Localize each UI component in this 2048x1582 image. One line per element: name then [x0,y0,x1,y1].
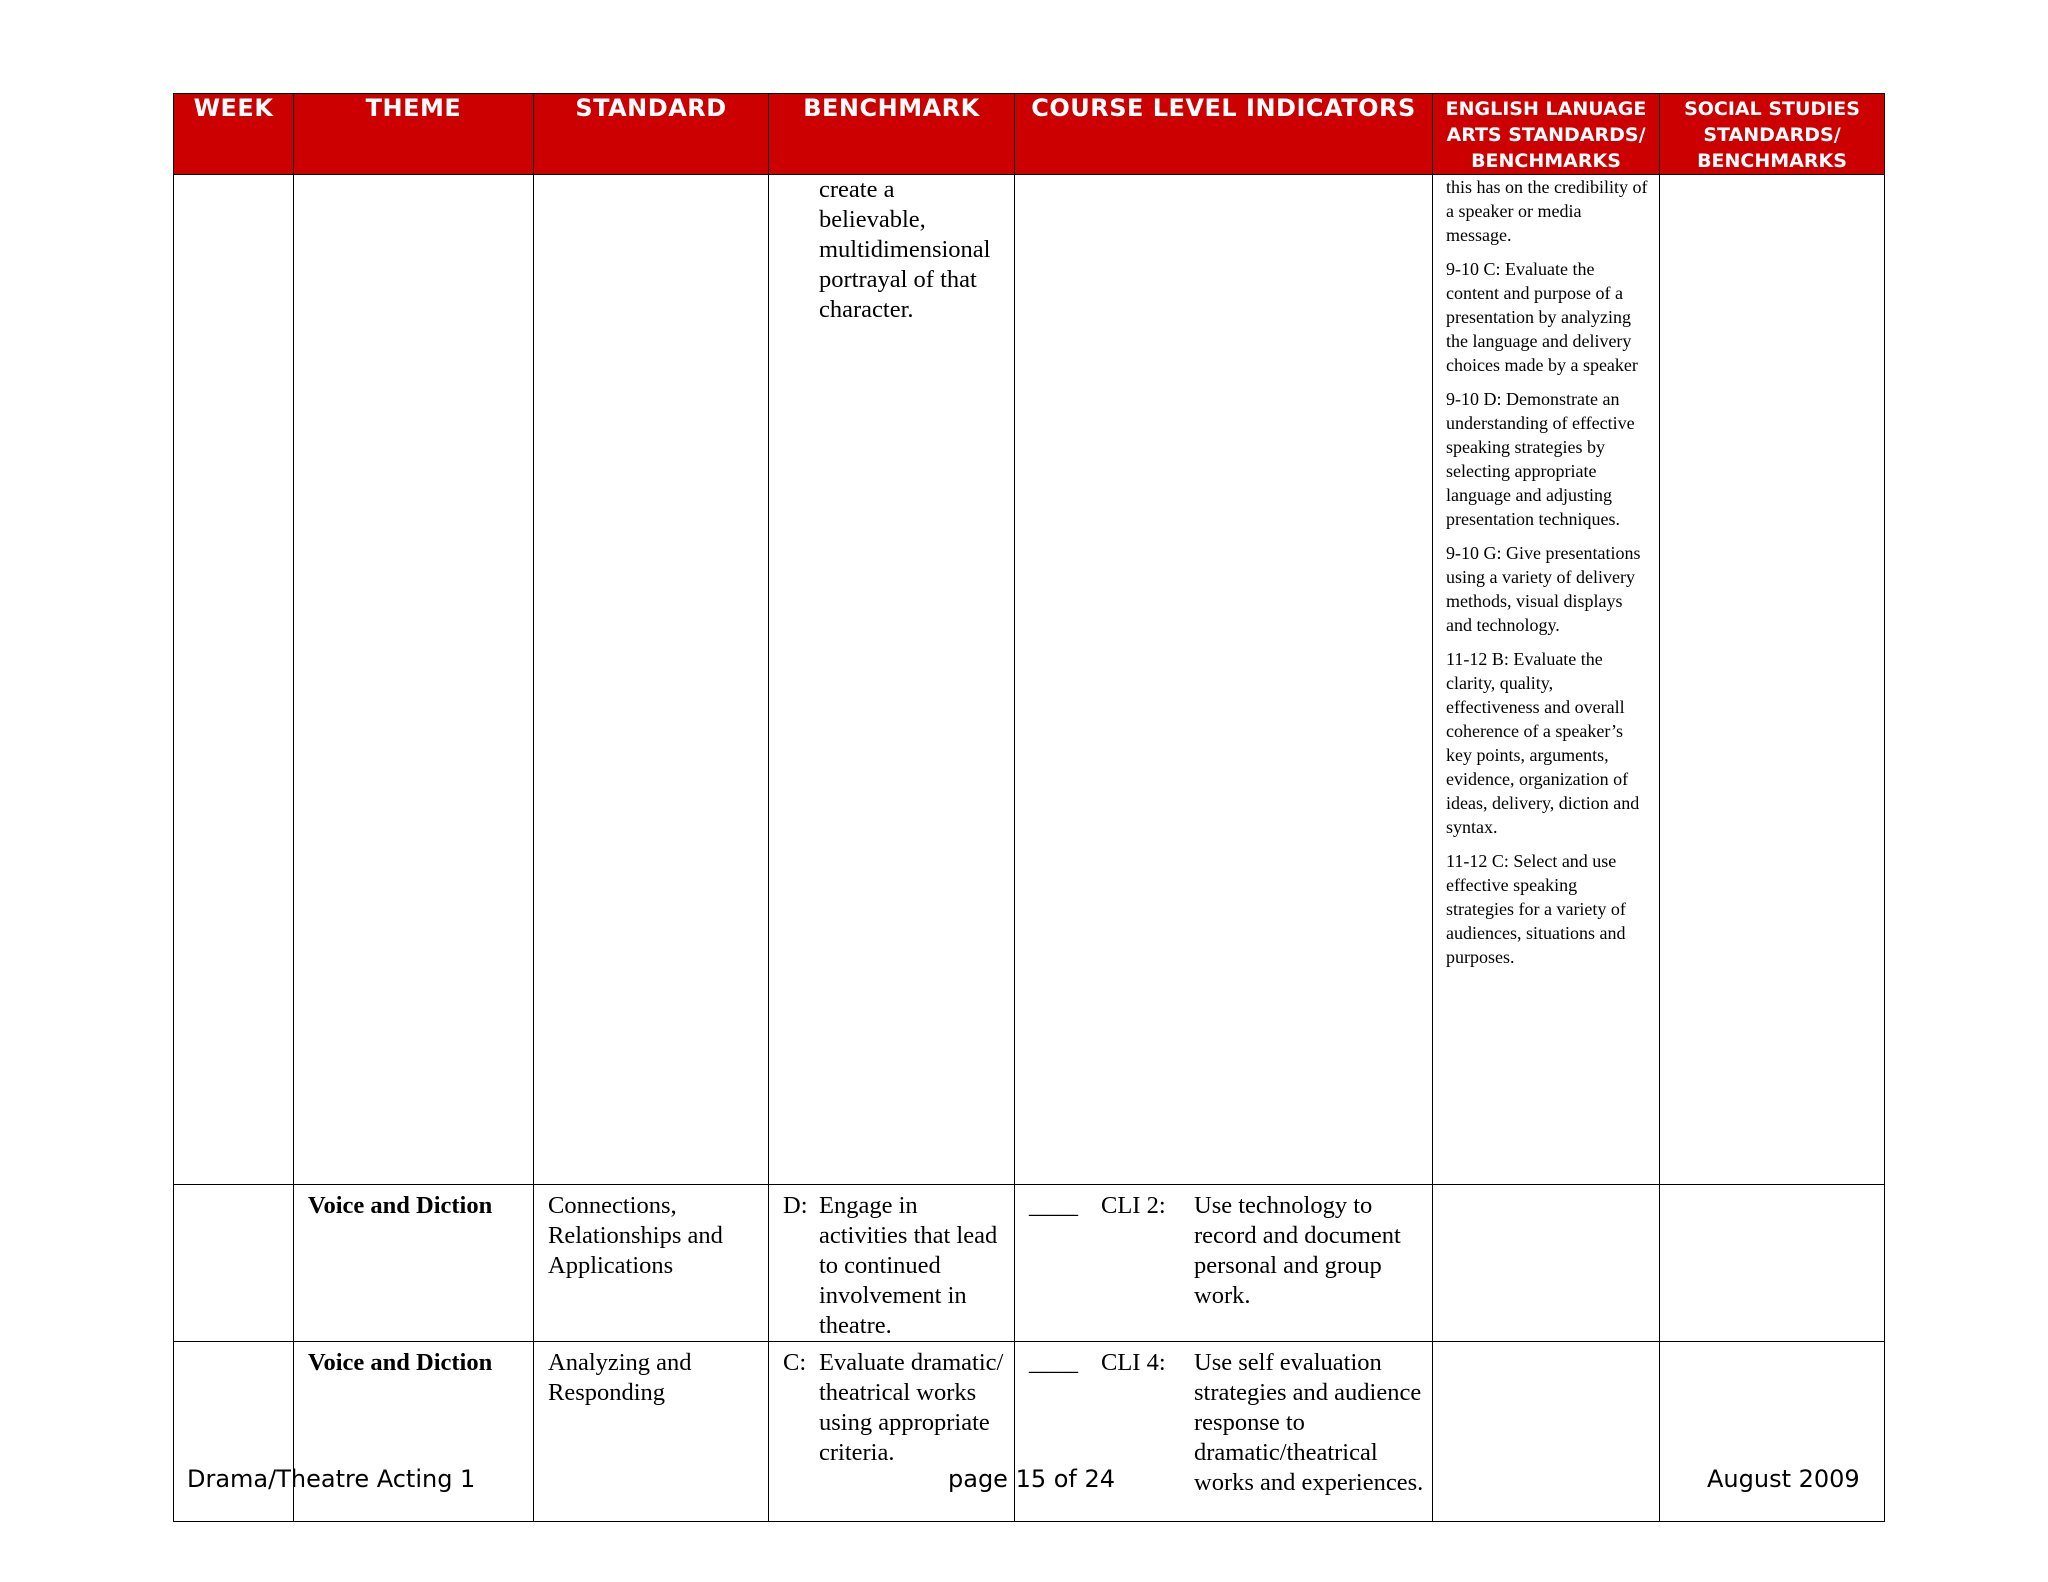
ela-item: 9-10 D: Demonstrate an understanding of effective speaking strategies by selecting appropriate language and adjusting presentation techniques. [1446,389,1635,529]
cli-cell [1015,175,1433,1185]
curriculum-table [173,93,1885,1522]
social-studies-cell [1660,1185,1885,1342]
standard-text: Analyzing and Responding [548,1349,692,1406]
ela-cell [1433,1185,1660,1342]
cli-code: CLI 2: [1101,1192,1166,1219]
ela-item: 9-10 G: Give presentations using a variety of delivery methods, visual displays and technology. [1446,543,1641,635]
header-row [174,94,1885,175]
header-ela-standards: ENGLISH LANUAGE ARTS STANDARDS/ BENCHMARKS [1433,94,1660,175]
theme-text: Voice and Diction [308,1349,493,1376]
benchmark-continued-text: create a believable, multidimensional portrayal of that character. [819,176,991,323]
week-cell [174,1185,294,1342]
ela-item: 9-10 C: Evaluate the content and purpose of a presentation by analyzing the language and delivery choices made by a speaker [1446,259,1638,375]
theme-cell [294,1342,534,1522]
table-row [174,1185,1885,1342]
header-benchmark: BENCHMARK [769,94,1015,175]
social-studies-cell [1660,1342,1885,1522]
cli-cell [1015,1342,1433,1522]
standard-cell [534,1342,769,1522]
footer-course-title: Drama/Theatre Acting 1 [187,1465,476,1493]
benchmark-cell [769,175,1015,1185]
header-theme: THEME [294,94,534,175]
header-week: WEEK [174,94,294,175]
benchmark-cell [769,1185,1015,1342]
ela-cell [1433,1342,1660,1522]
cli-checkbox-blank: ____ [1029,1349,1078,1376]
ela-cell [1433,175,1660,1185]
ela-item: 11-12 C: Select and use effective speaking strategies for a variety of audiences, situations and purposes. [1446,851,1626,967]
header-social-studies-standards: SOCIAL STUDIES STANDARDS/ BENCHMARKS [1660,94,1885,175]
ela-item: 11-12 B: Evaluate the clarity, quality, effectiveness and overall coherence of a speaker’s key points, arguments, evidence, organization of ideas, delivery, diction and syntax. [1446,649,1640,837]
benchmark-text: Engage in activities that lead to continued involvement in theatre. [819,1192,998,1339]
benchmark-letter: D: [783,1192,808,1219]
header-course-level-indicators: COURSE LEVEL INDICATORS [1015,94,1433,175]
benchmark-cell [769,1342,1015,1522]
footer-page-number: page 15 of 24 [948,1465,1116,1493]
benchmark-letter: C: [783,1349,807,1376]
theme-text: Voice and Diction [308,1192,493,1219]
standard-text: Connections, Relationships and Applications [548,1192,723,1279]
week-cell [174,175,294,1185]
theme-cell [294,175,534,1185]
footer-date: August 2009 [1707,1465,1860,1493]
ela-item: this has on the credibility of a speaker or media message. [1446,177,1648,245]
standard-cell [534,175,769,1185]
cli-cell [1015,1185,1433,1342]
cli-text: Use technology to record and document personal and group work. [1194,1192,1401,1309]
header-standard: STANDARD [534,94,769,175]
benchmark-text: Evaluate dramatic/ theatrical works using appropriate criteria. [819,1349,1004,1466]
standard-cell [534,1185,769,1342]
cli-code: CLI 4: [1101,1349,1166,1376]
table-row [174,175,1885,1185]
theme-cell [294,1185,534,1342]
social-studies-cell [1660,175,1885,1185]
table-row [174,1342,1885,1522]
week-cell [174,1342,294,1522]
cli-text: Use self evaluation strategies and audience response to dramatic/theatrical works and experiences. [1194,1349,1424,1496]
curriculum-table-page [173,93,1884,1522]
cli-checkbox-blank: ____ [1029,1192,1078,1219]
